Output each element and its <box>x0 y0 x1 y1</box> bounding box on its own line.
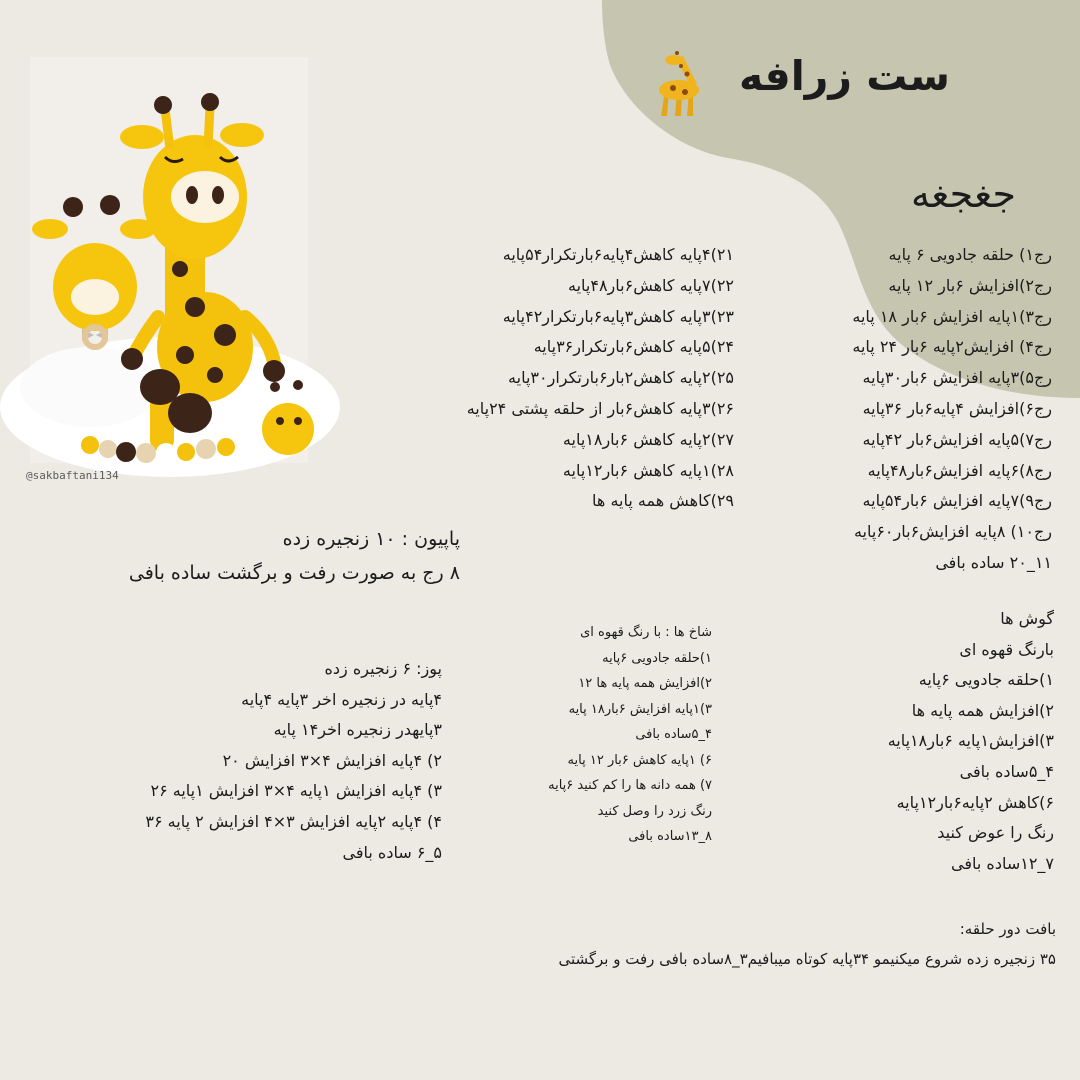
ears-instructions <box>830 604 1054 879</box>
list-item: بافت دور حلقه: <box>959 920 1056 938</box>
list-item: ۶)کاهش ۲پایه۶بار۱۲پایه <box>896 792 1054 812</box>
nose-instructions <box>145 654 442 868</box>
list-item: رج۸)۶پایه افزایش۶بار۴۸پایه <box>867 460 1052 480</box>
list-item: ۸ رج به صورت رفت و برگشت ساده بافی <box>128 562 460 584</box>
list-item: ۳) ۴پایه افزایش ۱پایه ۴×۳ افزایش ۱پایه ۲۶ <box>150 781 442 801</box>
list-item: ۳پایهدر زنجیره اخر۱۴ پایه <box>273 720 442 740</box>
list-item: ۲۳)۳پایه کاهش۳پایه۶بارتکرار۴۲پایه <box>502 306 734 326</box>
list-item: ۲)افزایش همه پایه ها <box>911 700 1054 720</box>
list-item: ۳)افزایش۱پایه ۶بار۱۸پایه <box>887 731 1054 751</box>
list-item: ۷_۱۲ساده بافی <box>951 853 1054 873</box>
horns-instructions <box>470 620 712 850</box>
list-item: ۱۱_۲۰ ساده بافی <box>935 552 1052 572</box>
list-item: ۲۲)۷پایه کاهش۶بار۴۸پایه <box>567 275 734 295</box>
list-item: بارنگ قهوه ای <box>959 639 1054 659</box>
list-item: ۴_۵ساده بافی <box>959 761 1054 781</box>
list-item: رج۶)افزایش ۴پایه۶بار ۳۶پایه <box>862 398 1052 418</box>
list-item: ۲۱)۴پایه کاهش۴پایه۶بارتکرار۵۴پایه <box>502 245 734 264</box>
list-item: رج۷)۵پایه افزایش۶بار ۴۲پایه <box>862 429 1052 449</box>
list-item: ۵_۶ ساده بافی <box>342 842 442 862</box>
list-item: ۴_۵ساده بافی <box>635 727 712 742</box>
list-item: ۷) همه دانه ها را کم کنید ۶پایه <box>548 778 712 793</box>
giraffe-illustration <box>30 57 308 463</box>
list-item: ۱)حلقه جادویی ۶پایه <box>918 670 1054 690</box>
list-item: ۸_۱۳ساده بافی <box>628 829 712 844</box>
list-item: ۴) ۴پایه ۲پایه افزایش ۳×۴ افزایش ۲ پایه ۳۶ <box>145 811 442 831</box>
list-item: رنگ زرد را وصل کنید <box>597 803 712 819</box>
page-title: ست زرافه <box>739 52 950 100</box>
bow-instructions <box>40 522 460 590</box>
list-item: ۲) ۴پایه افزایش ۴×۳ افزایش ۲۰ <box>222 750 442 770</box>
list-item: رج۵)۳پایه افزایش ۶بار۳۰پایه <box>862 368 1052 388</box>
list-item: شاخ ها : با رنگ قهوه ای <box>580 625 712 640</box>
list-item: رج۳)۱پایه افزایش ۶بار ۱۸ پایه <box>852 306 1052 326</box>
list-item: پاپیون : ۱۰ زنجیره زده <box>282 528 460 550</box>
list-item: ۳)۱پایه افزایش ۶بار۱۸ پایه <box>568 701 712 717</box>
list-item: ۲۶)۳پایه کاهش۶بار از حلقه پشتی ۲۴پایه <box>466 398 734 418</box>
list-item: ۲۹)کاهش همه پایه ها <box>592 491 734 511</box>
list-item: ۳۵ زنجیره زده شروع میکنیمو ۳۴پایه کوتاه میبافیم۳_۸ساده بافی رفت و برگشتی <box>558 950 1056 968</box>
list-item: رج۲)افزایش ۶بار ۱۲ پایه <box>888 275 1052 295</box>
giraffe-icon <box>647 50 707 122</box>
ring-instructions <box>400 914 1056 974</box>
list-item: ۲۸)۱پایه کاهش ۶بار۱۲پایه <box>562 460 734 480</box>
list-item: رج۱۰) ۸پایه افزایش۶بار۶۰پایه <box>853 522 1052 542</box>
list-item: ۲)افزایش همه پایه ها ۱۲ <box>578 676 712 691</box>
rattle-rows-right <box>770 240 1052 579</box>
list-item: ۲۵)۲پایه کاهش۲بار۶بارتکرار۳۰پایه <box>508 368 734 388</box>
list-item: رج۹)۷پایه افزایش ۶بار۵۴پایه <box>862 491 1052 511</box>
list-item: ۲۴)۵پایه کاهش۶بارتکرار۳۶پایه <box>533 337 734 357</box>
list-item: ۲۷)۲پایه کاهش ۶بار۱۸پایه <box>562 429 734 449</box>
list-item: ۴پایه در زنجیره اخر ۳پایه ۴پایه <box>241 689 442 709</box>
giraffe-photo <box>26 57 308 482</box>
list-item: ۱)حلقه جادویی ۶پایه <box>602 650 712 666</box>
list-item: گوش ها <box>1000 609 1054 628</box>
list-item: رج۴) افزایش۲پایه ۶بار ۲۴ پایه <box>852 337 1052 357</box>
rattle-heading: جغجغه <box>910 172 1016 216</box>
rattle-rows-left <box>370 240 734 517</box>
list-item: ۶) ۱پایه کاهش ۶بار ۱۲ پایه <box>567 752 712 768</box>
list-item: رج۱) حلقه جادویی ۶ پایه <box>888 245 1052 264</box>
list-item: رنگ را عوض کنید <box>937 823 1054 843</box>
photo-watermark: @sakbaftani134 <box>26 469 119 482</box>
list-item: پوز: ۶ زنجیره زده <box>324 659 442 678</box>
